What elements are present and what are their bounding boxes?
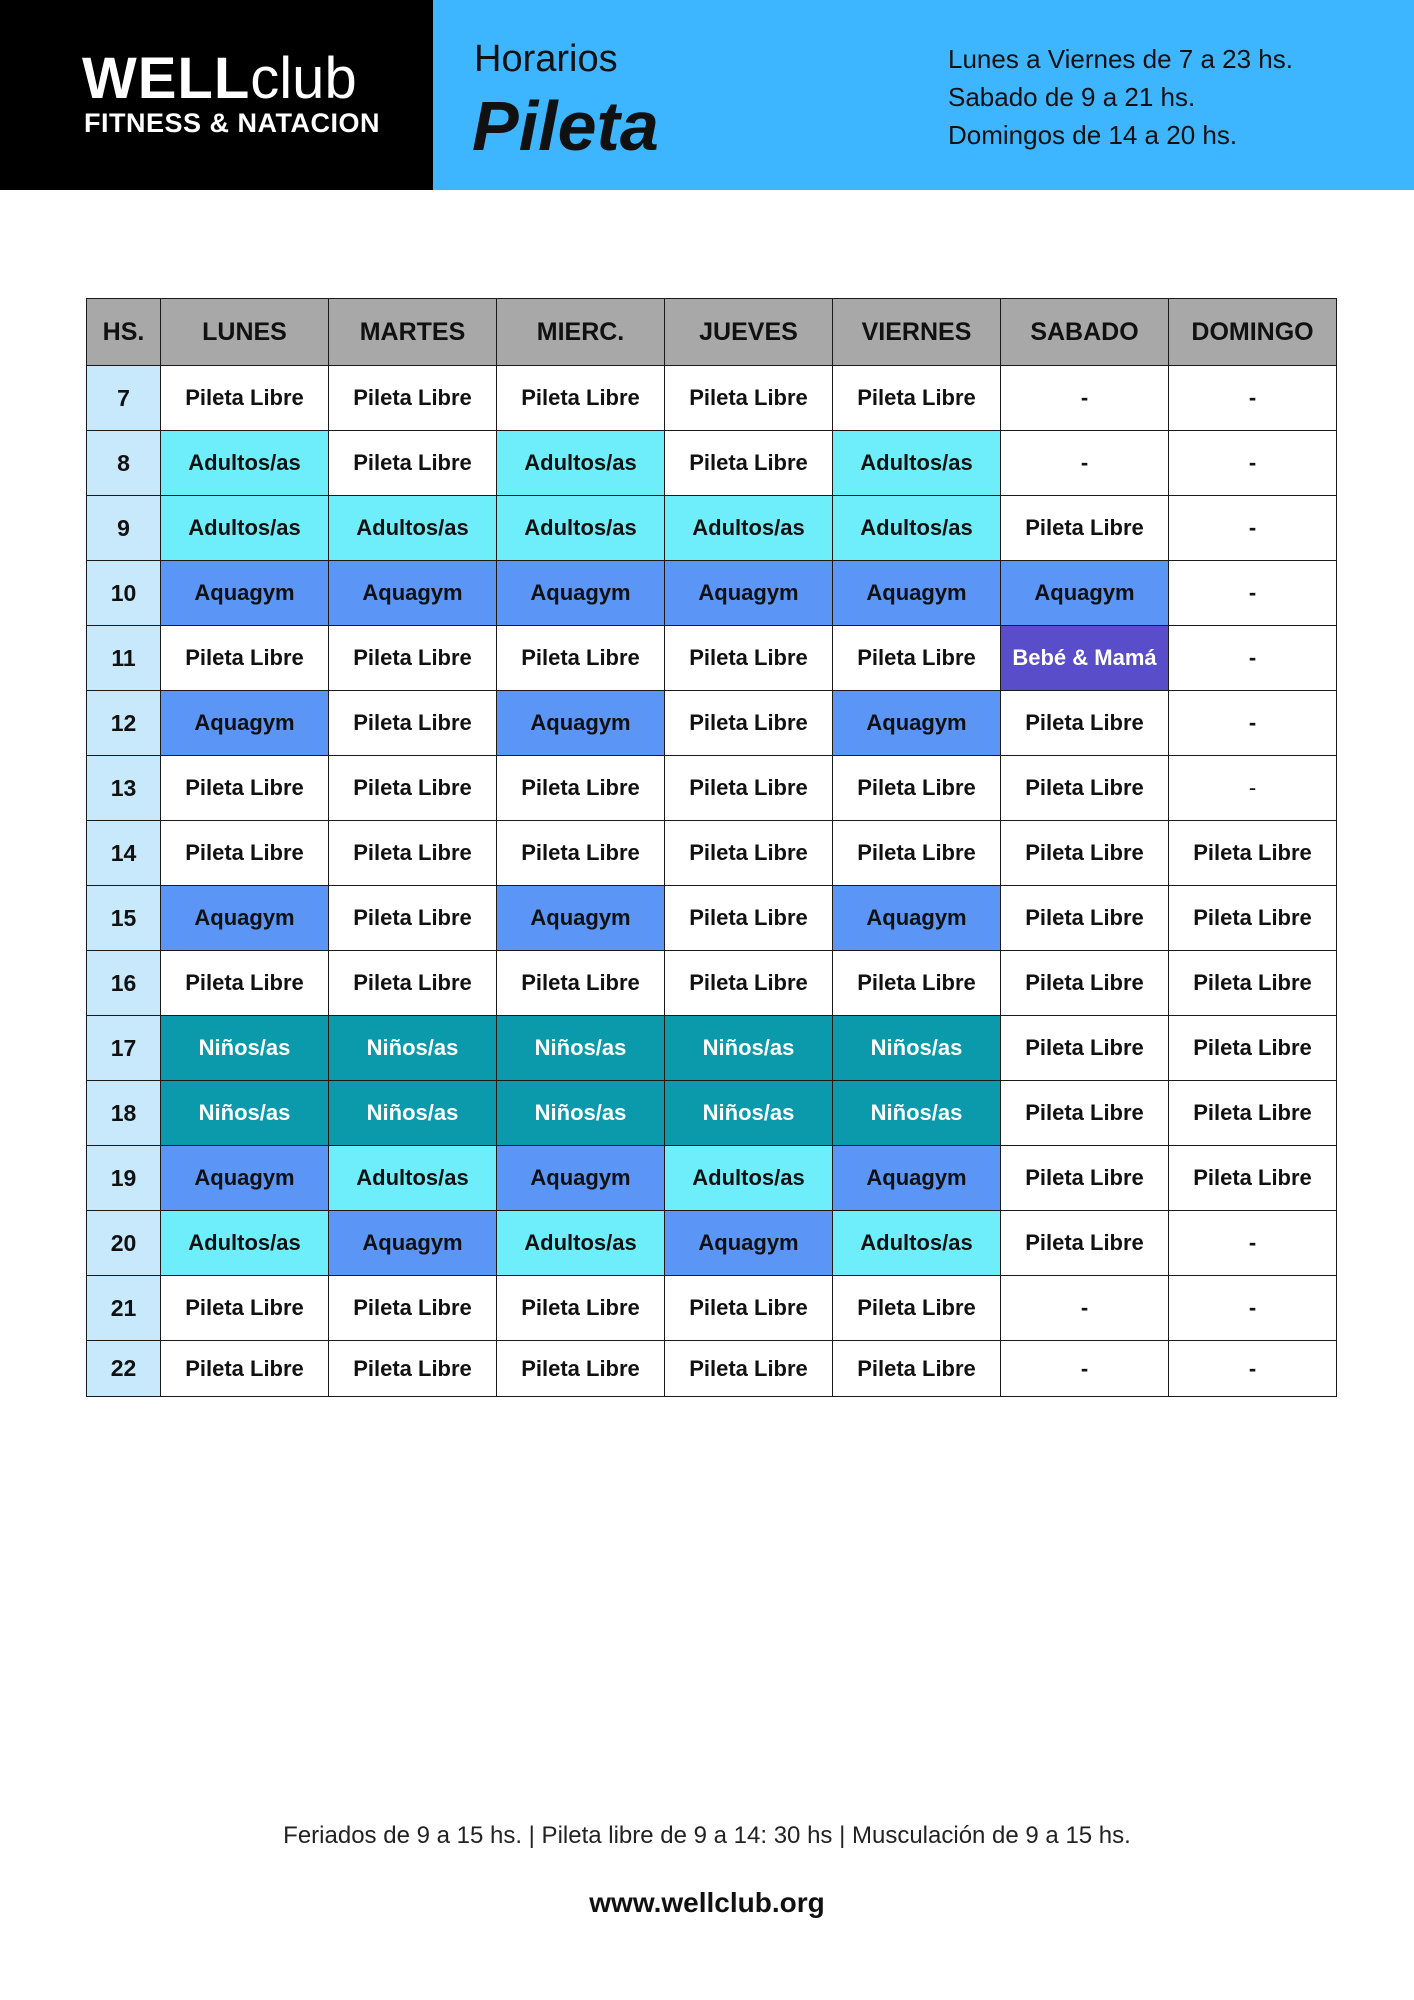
schedule-cell: - xyxy=(1169,366,1337,431)
schedule-cell: Pileta Libre xyxy=(1001,821,1169,886)
schedule-cell: Pileta Libre xyxy=(665,756,833,821)
schedule-cell: Pileta Libre xyxy=(1169,1146,1337,1211)
schedule-cell: Pileta Libre xyxy=(1169,951,1337,1016)
schedule-cell: Niños/as xyxy=(329,1081,497,1146)
header-day: LUNES xyxy=(161,299,329,366)
schedule-cell: Aquagym xyxy=(497,886,665,951)
hour-cell: 12 xyxy=(87,691,161,756)
table-header-row xyxy=(87,299,1337,366)
hour-cell: 11 xyxy=(87,626,161,691)
schedule-cell: Pileta Libre xyxy=(1169,886,1337,951)
schedule-cell: Pileta Libre xyxy=(1169,821,1337,886)
schedule-cell: Pileta Libre xyxy=(665,821,833,886)
table-row xyxy=(87,1016,1337,1081)
schedule-cell: Aquagym xyxy=(161,1146,329,1211)
schedule-cell: Niños/as xyxy=(665,1081,833,1146)
schedule-cell: Pileta Libre xyxy=(665,366,833,431)
schedule-cell: - xyxy=(1169,1276,1337,1341)
schedule-cell: Pileta Libre xyxy=(497,366,665,431)
schedule-cell: Pileta Libre xyxy=(665,951,833,1016)
website-link[interactable]: www.wellclub.org xyxy=(589,1887,825,1918)
schedule-cell: Pileta Libre xyxy=(833,626,1001,691)
schedule-cell: Niños/as xyxy=(833,1081,1001,1146)
hour-cell: 16 xyxy=(87,951,161,1016)
schedule-cell: Pileta Libre xyxy=(1001,886,1169,951)
header-day: DOMINGO xyxy=(1169,299,1337,366)
header-day: VIERNES xyxy=(833,299,1001,366)
schedule-cell: Aquagym xyxy=(833,561,1001,626)
hour-cell: 7 xyxy=(87,366,161,431)
header-hour: HS. xyxy=(87,299,161,366)
schedule-cell: Pileta Libre xyxy=(665,1276,833,1341)
schedule-cell: Adultos/as xyxy=(329,1146,497,1211)
schedule-cell: Pileta Libre xyxy=(833,756,1001,821)
schedule-cell: Pileta Libre xyxy=(497,1276,665,1341)
table-row xyxy=(87,1341,1337,1397)
opening-hours xyxy=(948,40,1293,154)
schedule-cell: Niños/as xyxy=(161,1016,329,1081)
schedule-cell: Adultos/as xyxy=(161,431,329,496)
schedule-cell: Pileta Libre xyxy=(1001,1081,1169,1146)
hour-cell: 8 xyxy=(87,431,161,496)
hour-cell: 22 xyxy=(87,1341,161,1397)
schedule-cell: Pileta Libre xyxy=(497,951,665,1016)
schedule-cell: Pileta Libre xyxy=(833,951,1001,1016)
header-banner xyxy=(0,0,1414,190)
schedule-table xyxy=(86,298,1337,1397)
schedule-cell: Pileta Libre xyxy=(161,366,329,431)
schedule-cell: Pileta Libre xyxy=(833,1276,1001,1341)
header-day: SABADO xyxy=(1001,299,1169,366)
table-row xyxy=(87,1276,1337,1341)
schedule-cell: Adultos/as xyxy=(161,496,329,561)
schedule-cell: - xyxy=(1001,1341,1169,1397)
schedule-cell: Pileta Libre xyxy=(329,1341,497,1397)
logo-subtitle: FITNESS & NATACION xyxy=(84,108,380,138)
schedule-cell: Pileta Libre xyxy=(161,1276,329,1341)
schedule-cell: Pileta Libre xyxy=(161,821,329,886)
schedule-cell: Pileta Libre xyxy=(665,886,833,951)
table-row xyxy=(87,1146,1337,1211)
schedule-cell: - xyxy=(1169,431,1337,496)
table-row xyxy=(87,431,1337,496)
schedule-cell: Aquagym xyxy=(161,561,329,626)
schedule-cell: Pileta Libre xyxy=(1001,1211,1169,1276)
hour-cell: 15 xyxy=(87,886,161,951)
table-row xyxy=(87,821,1337,886)
schedule-cell: Pileta Libre xyxy=(329,886,497,951)
schedule-cell: Aquagym xyxy=(497,561,665,626)
hour-cell: 19 xyxy=(87,1146,161,1211)
schedule-cell: - xyxy=(1169,561,1337,626)
schedule-cell: Bebé & Mamá xyxy=(1001,626,1169,691)
header-day: MARTES xyxy=(329,299,497,366)
schedule-cell: Pileta Libre xyxy=(1001,1016,1169,1081)
schedule-cell: Aquagym xyxy=(497,691,665,756)
schedule-cell: Pileta Libre xyxy=(497,821,665,886)
schedule-cell: Adultos/as xyxy=(497,1211,665,1276)
page-title: Pileta xyxy=(472,87,659,165)
schedule-cell: Pileta Libre xyxy=(665,626,833,691)
schedule-cell: Pileta Libre xyxy=(1001,1146,1169,1211)
schedule-cell: Pileta Libre xyxy=(329,366,497,431)
hour-cell: 21 xyxy=(87,1276,161,1341)
table-row xyxy=(87,1211,1337,1276)
schedule-cell: Adultos/as xyxy=(665,1146,833,1211)
schedule-cell: - xyxy=(1169,496,1337,561)
schedule-cell: Adultos/as xyxy=(497,496,665,561)
schedule-cell: Adultos/as xyxy=(665,496,833,561)
schedule-cell: Aquagym xyxy=(329,561,497,626)
schedule-cell: Pileta Libre xyxy=(1169,1016,1337,1081)
schedule-cell: Pileta Libre xyxy=(1169,1081,1337,1146)
schedule-cell: Pileta Libre xyxy=(833,821,1001,886)
schedule-cell: Pileta Libre xyxy=(329,431,497,496)
schedule-cell: Pileta Libre xyxy=(833,1341,1001,1397)
schedule-cell: Aquagym xyxy=(161,691,329,756)
schedule-cell: Adultos/as xyxy=(833,1211,1001,1276)
table-row xyxy=(87,496,1337,561)
schedule-cell: Niños/as xyxy=(161,1081,329,1146)
schedule-cell: Adultos/as xyxy=(497,431,665,496)
schedule-cell: Adultos/as xyxy=(329,496,497,561)
hour-cell: 10 xyxy=(87,561,161,626)
schedule-cell: - xyxy=(1169,691,1337,756)
schedule-cell: Pileta Libre xyxy=(161,951,329,1016)
hour-cell: 18 xyxy=(87,1081,161,1146)
header-day: MIERC. xyxy=(497,299,665,366)
hour-cell: 20 xyxy=(87,1211,161,1276)
table-row xyxy=(87,366,1337,431)
table-row xyxy=(87,626,1337,691)
table-row xyxy=(87,886,1337,951)
schedule-cell: Pileta Libre xyxy=(329,756,497,821)
schedule-cell: Niños/as xyxy=(497,1081,665,1146)
table-row xyxy=(87,1081,1337,1146)
hour-cell: 17 xyxy=(87,1016,161,1081)
schedule-cell: Aquagym xyxy=(329,1211,497,1276)
schedule-cell: Aquagym xyxy=(161,886,329,951)
schedule-cell: Pileta Libre xyxy=(497,756,665,821)
schedule-cell: - xyxy=(1169,1341,1337,1397)
schedule-cell: Adultos/as xyxy=(833,496,1001,561)
schedule-cell: Pileta Libre xyxy=(1001,951,1169,1016)
schedule-cell: Adultos/as xyxy=(161,1211,329,1276)
schedule-cell: - xyxy=(1169,626,1337,691)
schedule-cell: Pileta Libre xyxy=(329,626,497,691)
schedule-cell: Pileta Libre xyxy=(497,1341,665,1397)
schedule-cell: Pileta Libre xyxy=(329,821,497,886)
schedule-cell: Aquagym xyxy=(833,886,1001,951)
schedule-cell: Pileta Libre xyxy=(833,366,1001,431)
schedule-cell: Aquagym xyxy=(497,1146,665,1211)
hours-weekdays: Lunes a Viernes de 7 a 23 hs. xyxy=(948,44,1293,74)
schedule-cell: Pileta Libre xyxy=(665,1341,833,1397)
footer-note: Feriados de 9 a 15 hs. | Pileta libre de 9 a 14: 30 hs | Musculación de 9 a 15 hs. xyxy=(283,1822,1131,1849)
hour-cell: 9 xyxy=(87,496,161,561)
table-row xyxy=(87,756,1337,821)
logo xyxy=(0,0,433,190)
schedule-cell: Pileta Libre xyxy=(1001,496,1169,561)
table-row xyxy=(87,951,1337,1016)
schedule-cell: Aquagym xyxy=(833,1146,1001,1211)
schedule-cell: Aquagym xyxy=(1001,561,1169,626)
schedule-cell: Pileta Libre xyxy=(665,691,833,756)
hours-sunday: Domingos de 14 a 20 hs. xyxy=(948,120,1238,150)
schedule-cell: Pileta Libre xyxy=(329,691,497,756)
header-day: JUEVES xyxy=(665,299,833,366)
schedule-cell: Aquagym xyxy=(665,561,833,626)
schedule-cell: Pileta Libre xyxy=(161,1341,329,1397)
schedule-cell: - xyxy=(1001,366,1169,431)
schedule-cell: Niños/as xyxy=(497,1016,665,1081)
schedule-cell: Pileta Libre xyxy=(161,756,329,821)
table-row xyxy=(87,561,1337,626)
title-small: Horarios xyxy=(474,38,618,80)
schedule-cell: Niños/as xyxy=(665,1016,833,1081)
schedule-cell: Pileta Libre xyxy=(1001,691,1169,756)
schedule-cell: Aquagym xyxy=(665,1211,833,1276)
schedule-cell: Niños/as xyxy=(833,1016,1001,1081)
table-row xyxy=(87,691,1337,756)
hour-cell: 14 xyxy=(87,821,161,886)
schedule-cell: Pileta Libre xyxy=(329,951,497,1016)
logo-wordmark: WELLclub xyxy=(82,46,357,111)
schedule-cell: - xyxy=(1169,1211,1337,1276)
hour-cell: 13 xyxy=(87,756,161,821)
schedule-cell: Pileta Libre xyxy=(665,431,833,496)
schedule-cell: Pileta Libre xyxy=(329,1276,497,1341)
schedule-cell: Adultos/as xyxy=(833,431,1001,496)
hours-saturday: Sabado de 9 a 21 hs. xyxy=(948,82,1196,112)
table-body xyxy=(87,366,1337,1397)
schedule-cell: - xyxy=(1001,431,1169,496)
schedule-cell: Pileta Libre xyxy=(1001,756,1169,821)
schedule-cell: Niños/as xyxy=(329,1016,497,1081)
schedule-cell: - xyxy=(1169,756,1337,821)
schedule-cell: Aquagym xyxy=(833,691,1001,756)
schedule-cell: Pileta Libre xyxy=(161,626,329,691)
schedule-cell: - xyxy=(1001,1276,1169,1341)
schedule-cell: Pileta Libre xyxy=(497,626,665,691)
